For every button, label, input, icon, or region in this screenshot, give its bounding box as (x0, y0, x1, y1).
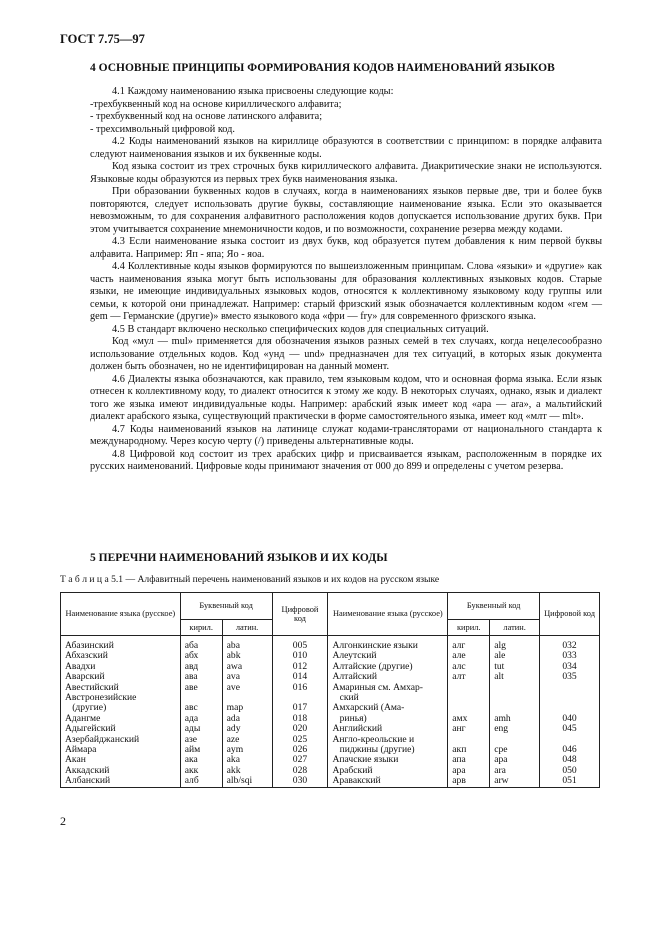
cell-num: 016 (272, 683, 328, 693)
header-name: Наименование языка (русское) (328, 593, 448, 636)
page-number: 2 (60, 814, 66, 828)
section-4-title: 4 ОСНОВНЫЕ ПРИНЦИПЫ ФОРМИРОВАНИЯ КОДОВ НАИМЕНОВАНИЙ ЯЗЫКОВ (90, 62, 555, 74)
cell-lat: map (222, 703, 272, 713)
cell-cyr: арв (448, 776, 490, 787)
cell-name: Амариныя см. Амхар- (328, 683, 448, 693)
cell-lat: ada (222, 714, 272, 724)
paragraph: 4.4 Коллективные коды языков формируются по вышеизложенным принципам. Слова «языки» и «другие» как часть наименования языка могут быть использованы для образования коллективных языковых кодов. Старые языки, не имеющие индивидуальных языковых кодов, относятся к коллективному языковому коду группы или семьи, к которой они принадлежат. Например: старый фризский язык обозначается коллективным кодом «гем — gem — Германские (другие)» вместо языкового кода «фри — fry» для современного фризского языка. (90, 261, 602, 322)
cell-cyr: ака (180, 755, 222, 765)
section-4-body (90, 86, 602, 474)
header-kiril: кирил. (180, 620, 222, 636)
cell-lat: alb/sqi (222, 776, 272, 787)
table-row (61, 755, 600, 765)
cell-cyr: ава (180, 672, 222, 682)
cell-lat: aka (222, 755, 272, 765)
cell-num: 032 (540, 636, 600, 652)
cell-lat: cpe (490, 745, 540, 755)
cell-name: Аймара (61, 745, 181, 755)
cell-lat (490, 683, 540, 693)
cell-cyr (448, 693, 490, 703)
table-row (61, 693, 600, 703)
cell-lat: eng (490, 724, 540, 734)
cell-num: 045 (540, 724, 600, 734)
cell-num: 035 (540, 672, 600, 682)
table-row (61, 703, 600, 713)
cell-name: пиджины (другие) (328, 745, 448, 755)
cell-name: Англо-креольские и (328, 735, 448, 745)
table-row (61, 636, 600, 652)
cell-cyr: авс (180, 703, 222, 713)
cell-name: Авадхи (61, 662, 181, 672)
cell-lat: awa (222, 662, 272, 672)
paragraph: 4.1 Каждому наименованию языка присвоены следующие коды: (112, 86, 394, 97)
cell-num (540, 683, 600, 693)
cell-cyr: амх (448, 714, 490, 724)
cell-lat: arw (490, 776, 540, 787)
cell-num: 030 (272, 776, 328, 787)
paragraph: При образовании буквенных кодов в случаях, когда в наименованиях языков первые две, три и более букв повторяются, следует использовать другие буквы, составляющие наименование языка. Если это оказывается невозможным, то для сохранения алфавитного расположения кодов допускается использование других букв. При этом учитывается сохранение мнемоничности кодов, и по возможности, сохранение резерва между кодами. (90, 186, 602, 235)
cell-lat: ady (222, 724, 272, 734)
cell-name: Адыгейский (61, 724, 181, 734)
table-row (61, 651, 600, 661)
languages-table (60, 592, 600, 788)
cell-name: Алеутский (328, 651, 448, 661)
cell-lat: tut (490, 662, 540, 672)
header-letter-code: Буквенный код (448, 593, 540, 620)
header-letter-code: Буквенный код (180, 593, 272, 620)
cell-cyr: алг (448, 636, 490, 652)
cell-lat: apa (490, 755, 540, 765)
cell-cyr: апа (448, 755, 490, 765)
cell-cyr: алс (448, 662, 490, 672)
cell-cyr: алт (448, 672, 490, 682)
cell-name: Алтайские (другие) (328, 662, 448, 672)
table-row (61, 745, 600, 755)
table-row (61, 662, 600, 672)
cell-name: Абазинский (61, 636, 181, 652)
cell-num: 046 (540, 745, 600, 755)
header-digital-code: Цифровой код (540, 593, 600, 636)
table-row (61, 766, 600, 776)
cell-cyr: аба (180, 636, 222, 652)
cell-num: 025 (272, 735, 328, 745)
header-latin: латин. (222, 620, 272, 636)
cell-num: 050 (540, 766, 600, 776)
cell-name: ринья) (328, 714, 448, 724)
cell-name: Апачские языки (328, 755, 448, 765)
paragraph: - трехбуквенный код на основе латинского алфавита; (90, 111, 323, 122)
cell-lat: ale (490, 651, 540, 661)
cell-name: Аварский (61, 672, 181, 682)
cell-cyr: ада (180, 714, 222, 724)
cell-name: Австронезийские (61, 693, 181, 703)
cell-lat: aze (222, 735, 272, 745)
cell-num: 010 (272, 651, 328, 661)
cell-name: Абхазский (61, 651, 181, 661)
cell-num: 005 (272, 636, 328, 652)
cell-name: Амхарский (Ама- (328, 703, 448, 713)
cell-num: 028 (272, 766, 328, 776)
cell-name: Адангме (61, 714, 181, 724)
paragraph: 4.7 Коды наименований языков на латинице служат кодами-трансляторами от национального стандарта к международному. Через косую черту (/) приведены альтернативные коды. (90, 423, 602, 447)
cell-num (540, 693, 600, 703)
document-header: ГОСТ 7.75—97 (60, 32, 145, 46)
header-name: Наименование языка (русское) (61, 593, 181, 636)
table-row (61, 735, 600, 745)
cell-name: Азербайджанский (61, 735, 181, 745)
paragraph: Код языка состоит из трех строчных букв кириллического алфавита. Диакритические знаки не используются. Языковые коды образуются из первых трех букв наименования языка. (90, 161, 602, 185)
table-row (61, 714, 600, 724)
cell-num: 027 (272, 755, 328, 765)
cell-cyr: акп (448, 745, 490, 755)
cell-name: Акан (61, 755, 181, 765)
cell-cyr: алб (180, 776, 222, 787)
cell-cyr: азе (180, 735, 222, 745)
paragraph: - трехсимвольный цифровой код. (90, 123, 235, 135)
cell-num: 020 (272, 724, 328, 734)
cell-lat: ave (222, 683, 272, 693)
cell-num: 012 (272, 662, 328, 672)
cell-num: 014 (272, 672, 328, 682)
cell-num: 051 (540, 776, 600, 787)
cell-lat: alt (490, 672, 540, 682)
cell-name: Аравакский (328, 776, 448, 787)
cell-num: 034 (540, 662, 600, 672)
cell-cyr: авд (180, 662, 222, 672)
table-row (61, 724, 600, 734)
cell-cyr: акк (180, 766, 222, 776)
cell-cyr: аве (180, 683, 222, 693)
cell-cyr: абх (180, 651, 222, 661)
cell-lat (490, 693, 540, 703)
cell-cyr: ара (448, 766, 490, 776)
cell-name: Алгонкинские языки (328, 636, 448, 652)
cell-num: 040 (540, 714, 600, 724)
cell-cyr: айм (180, 745, 222, 755)
cell-cyr: але (448, 651, 490, 661)
paragraph: 4.5 В стандарт включено несколько специфических кодов для специальных ситуаций. (112, 323, 489, 335)
cell-num: 048 (540, 755, 600, 765)
paragraph: Код «мул — mul» применяется для обозначения языков разных семей в тех случаях, когда нецелесообразно использование отдельных кодов. Код «унд — und» предназначен для тех ситуаций, в которых язык документа должен быть обозначен, но не идентифицирован на данный момент. (90, 336, 602, 372)
table-row (61, 776, 600, 787)
cell-num: 033 (540, 651, 600, 661)
paragraph: 4.8 Цифровой код состоит из трех арабских цифр и присваивается языкам, расположенным в порядке их русских наименований. Цифровые коды принимают значения от 000 до 899 и определены с учетом резерва. (90, 448, 602, 472)
section-5-title: 5 ПЕРЕЧНИ НАИМЕНОВАНИЙ ЯЗЫКОВ И ИХ КОДЫ (90, 552, 388, 564)
cell-lat: alg (490, 636, 540, 652)
paragraph: 4.2 Коды наименований языков на кириллице образуются в соответствии с принципом: в порядке алфавита следуют наименования языков и их буквенные коды. (90, 136, 602, 160)
cell-name: Арабский (328, 766, 448, 776)
cell-name: Албанский (61, 776, 181, 787)
table-caption: Т а б л и ц а 5.1 — Алфавитный перечень наименований языков и их кодов на русском языке (60, 574, 440, 585)
cell-name: ский (328, 693, 448, 703)
cell-name: Алтайский (328, 672, 448, 682)
cell-name: Английский (328, 724, 448, 734)
paragraph: -трехбуквенный код на основе кириллического алфавита; (90, 98, 342, 110)
cell-cyr (448, 683, 490, 693)
table-row (61, 683, 600, 693)
table-row (61, 672, 600, 682)
cell-num: 017 (272, 703, 328, 713)
cell-lat: akk (222, 766, 272, 776)
cell-lat: aba (222, 636, 272, 652)
header-kiril: кирил. (448, 620, 490, 636)
cell-name: Аккадский (61, 766, 181, 776)
cell-lat: aym (222, 745, 272, 755)
cell-lat: abk (222, 651, 272, 661)
cell-lat: ava (222, 672, 272, 682)
paragraph: 4.3 Если наименование языка состоит из двух букв, код образуется путем добавления к ним первой буквы алфавита. Например: Яп - япа; Яо - яоа. (90, 236, 602, 260)
cell-num: 026 (272, 745, 328, 755)
cell-cyr: ады (180, 724, 222, 734)
header-digital-code: Цифровой код (272, 593, 328, 636)
cell-num: 018 (272, 714, 328, 724)
cell-name: Авестийский (61, 683, 181, 693)
cell-lat: amh (490, 714, 540, 724)
cell-name: (другие) (61, 703, 181, 713)
header-latin: латин. (490, 620, 540, 636)
cell-cyr: анг (448, 724, 490, 734)
cell-lat: ara (490, 766, 540, 776)
paragraph: 4.6 Диалекты языка обозначаются, как правило, тем языковым кодом, что и основная форма языка. Если язык отнесен к коллективному коду, то диалект относится к этому же коду. В некоторых случаях, однако, язык и диалект того же языка имеют индивидуальные коды. Например: арабский язык имеет код «ара — ara», а мальтийский диалект арабского языка, существующий практически в форме самостоятельного языка, имеет код «млт — mlt». (90, 373, 602, 422)
